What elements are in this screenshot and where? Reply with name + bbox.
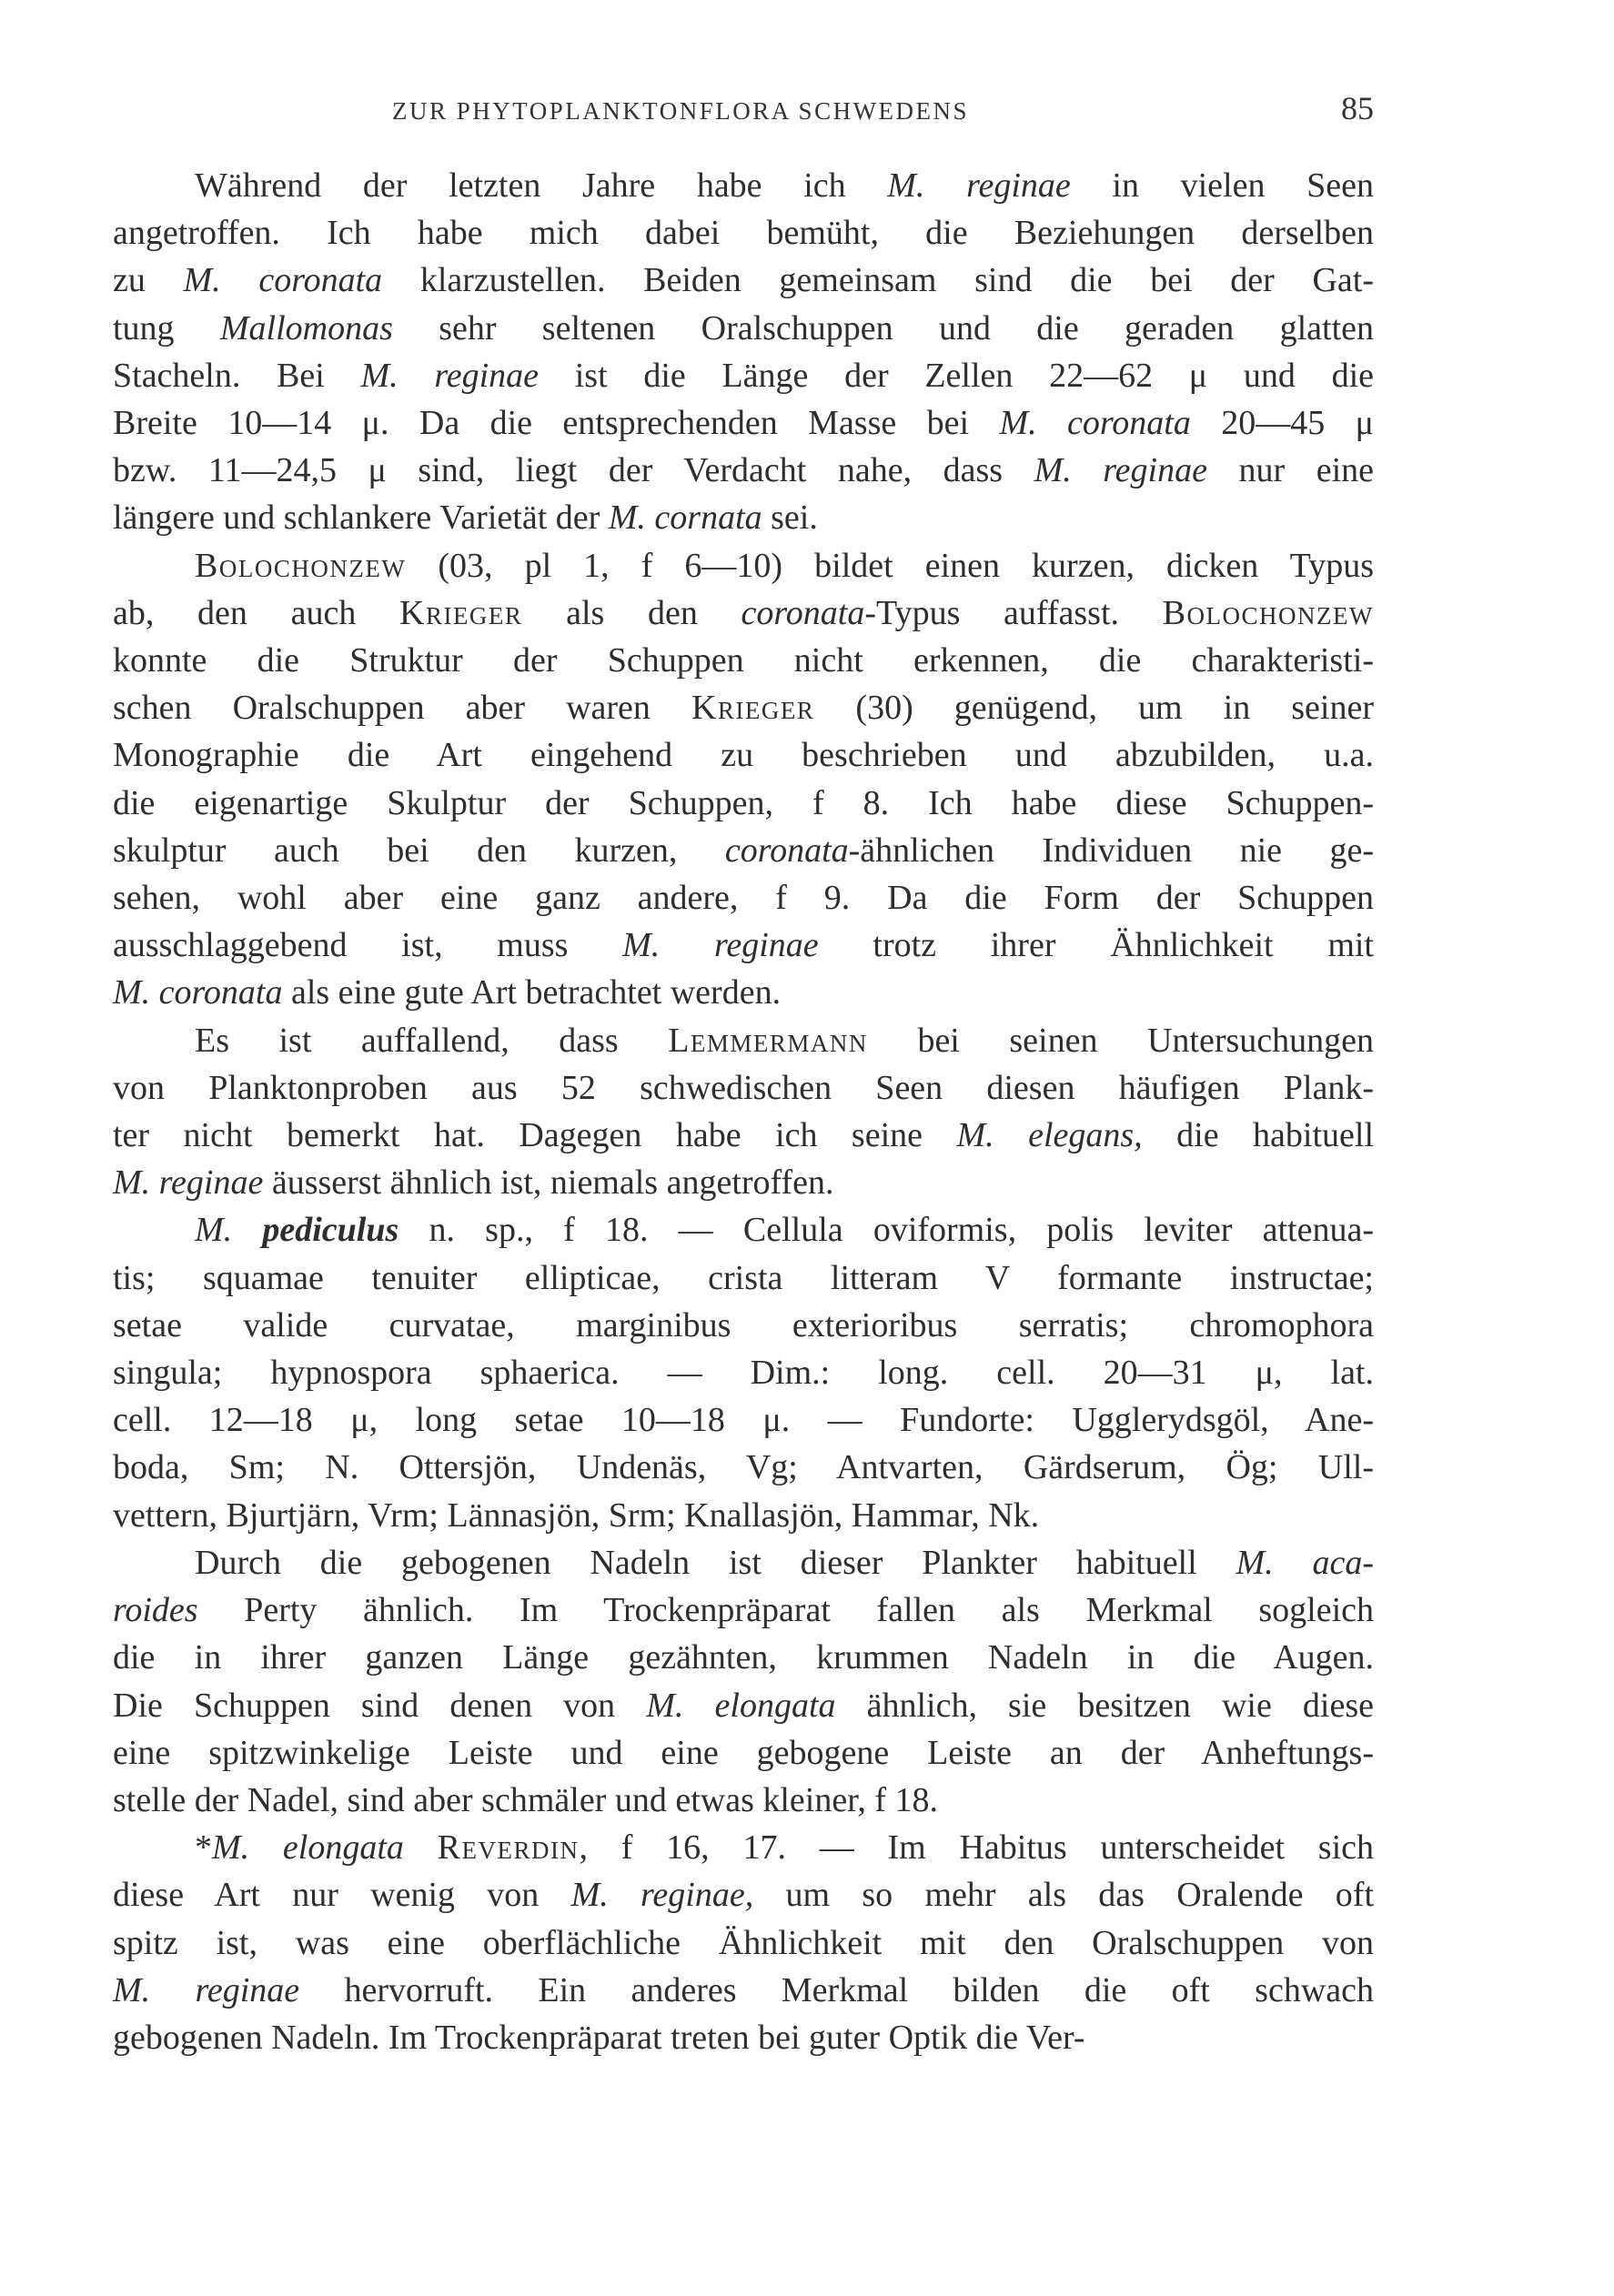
text-run: singula; hypnospora sphaerica. — Dim.: long. cell. 20—31 μ, lat.	[113, 1354, 1374, 1393]
text-line	[113, 589, 1374, 637]
author-name: Bolochonzew	[195, 546, 407, 585]
text-run: zu	[113, 261, 184, 300]
body-text	[113, 162, 1374, 2061]
text-run: spitz ist, was eine oberflächliche Ähnlichkeit mit den Oralschuppen von	[113, 1923, 1374, 1962]
species-name: M. coronata	[999, 404, 1191, 443]
species-name: M. cornata	[608, 498, 762, 538]
species-name: Mallomonas	[219, 308, 393, 347]
text-run: von Planktonproben aus 52 schwedischen Seen diesen häufigen Plank-	[113, 1068, 1374, 1107]
text-line	[113, 1444, 1374, 1491]
species-name: M.	[195, 1211, 263, 1250]
text-run: *	[195, 1828, 212, 1868]
text-line	[113, 1254, 1374, 1302]
text-run	[404, 1828, 438, 1867]
text-line	[113, 1112, 1374, 1159]
text-line	[113, 1634, 1374, 1681]
text-run: hervorruft. Ein anderes Merkmal bilden die oft schwach	[299, 1970, 1374, 2009]
text-run: die habituell	[1142, 1116, 1375, 1155]
text-line	[113, 447, 1374, 494]
text-run: stelle der Nadel, sind aber schmäler und etwas kleiner, f 18.	[113, 1780, 938, 1819]
text-run: Breite 10—14 μ. Da die entsprechenden Masse bei	[113, 404, 1000, 443]
text-line	[113, 1586, 1374, 1634]
text-run: als den	[522, 593, 741, 632]
text-run: Perty ähnlich. Im Trockenpräparat fallen als Merkmal sogleich	[197, 1591, 1374, 1630]
text-run: Stacheln. Bei	[113, 356, 361, 395]
text-line	[113, 1206, 1374, 1254]
text-line	[113, 257, 1374, 304]
text-line	[113, 542, 1374, 589]
text-line	[113, 1919, 1374, 1967]
text-run: trotz ihrer Ähnlichkeit mit	[818, 926, 1374, 965]
author-name: Krieger	[691, 689, 815, 728]
text-line	[113, 399, 1374, 447]
text-run: Es ist auffallend, dass	[195, 1021, 669, 1060]
text-run: sei.	[762, 498, 818, 538]
species-name: M. reginae	[113, 1163, 264, 1203]
text-run: diese Art nur wenig von	[113, 1876, 571, 1915]
text-run: die in ihrer ganzen Länge gezähnten, krummen Nadeln in die Augen.	[113, 1638, 1374, 1677]
text-run: ab, den auch	[113, 593, 399, 632]
species-name: M. elongata	[212, 1828, 404, 1868]
text-run: tung	[113, 308, 220, 347]
text-run: Die Schuppen sind denen von	[113, 1686, 647, 1725]
author-name: Reverdin	[437, 1828, 580, 1868]
text-run: tis; squamae tenuiter ellipticae, crista litteram V formante instructae;	[113, 1258, 1374, 1297]
text-line	[113, 1682, 1374, 1729]
text-run: ausschlaggebend ist, muss	[113, 926, 623, 965]
text-run: um so mehr als das Oralende oft	[753, 1876, 1375, 1915]
text-run: nur eine	[1206, 451, 1374, 490]
species-name: M. elongata	[646, 1686, 836, 1725]
text-line	[113, 921, 1374, 969]
text-run: ist die Länge der Zellen 22—62 μ und die	[539, 356, 1374, 395]
author-name: Lemmermann	[668, 1021, 868, 1060]
page-number: 85	[1341, 90, 1374, 126]
text-run: boda, Sm; N. Ottersjön, Undenäs, Vg; Antvarten, Gärdserum, Ög; Ull-	[113, 1448, 1374, 1487]
text-line	[113, 827, 1374, 874]
text-run: gebogenen Nadeln. Im Trockenpräparat treten bei guter Optik die Ver-	[113, 2018, 1085, 2057]
species-name: M. elegans,	[956, 1116, 1143, 1155]
text-run: Durch die gebogenen Nadeln ist dieser Plankter habituell	[195, 1543, 1236, 1582]
running-title: ZUR PHYTOPLANKTONFLORA SCHWEDENS	[392, 97, 970, 125]
species-name: M. aca-	[1236, 1543, 1374, 1582]
running-head	[113, 89, 1374, 127]
text-line	[113, 1064, 1374, 1112]
species-name: roides	[113, 1591, 198, 1630]
text-run: , f 16, 17. — Im Habitus unterscheidet sich	[579, 1828, 1374, 1868]
text-run: die eigenartige Skulptur der Schuppen, f 8. Ich habe diese Schuppen-	[113, 783, 1374, 822]
text-line	[113, 209, 1374, 257]
author-name: Bolochonzew	[1162, 593, 1375, 632]
species-name: M. reginae	[1034, 451, 1207, 490]
text-line	[113, 1539, 1374, 1586]
text-run: längere und schlankere Varietät der	[113, 498, 609, 538]
species-name: coronata	[724, 831, 849, 870]
text-line	[113, 1492, 1374, 1539]
text-run: ter nicht bemerkt hat. Dagegen habe ich seine	[113, 1116, 957, 1155]
text-line	[113, 780, 1374, 827]
text-run: in vielen Seen	[1070, 166, 1374, 205]
text-run: cell. 12—18 μ, long setae 10—18 μ. — Fundorte: Ugglerydsgöl, Ane-	[113, 1401, 1374, 1440]
text-line	[113, 162, 1374, 209]
text-line	[113, 1729, 1374, 1777]
text-run: 20—45 μ	[1190, 404, 1374, 443]
text-run: skulptur auch bei den kurzen,	[113, 831, 725, 870]
text-run: schen Oralschuppen aber waren	[113, 689, 691, 728]
text-run: sehen, wohl aber eine ganz andere, f 9. Da die Form der Schuppen	[113, 879, 1374, 918]
text-line	[113, 1824, 1374, 1871]
text-line	[113, 1302, 1374, 1349]
text-line	[113, 1871, 1374, 1918]
species-name: coronata	[741, 593, 865, 632]
text-line	[113, 2014, 1374, 2061]
text-line	[113, 1017, 1374, 1064]
species-name: M. coronata	[183, 261, 383, 300]
text-run: Monographie die Art eingehend zu beschrieben und abzubilden, u.a.	[113, 736, 1374, 775]
text-run: bzw. 11—24,5 μ sind, liegt der Verdacht nahe, dass	[113, 451, 1034, 490]
text-run: äusserst ähnlich ist, niemals angetroffen.	[263, 1163, 834, 1203]
text-line	[113, 969, 1374, 1016]
species-name: M. reginae	[360, 356, 540, 395]
text-run: sehr seltenen Oralschuppen und die geraden glatten	[392, 308, 1374, 347]
text-line	[113, 1967, 1374, 2014]
text-run: vettern, Bjurtjärn, Vrm; Lännasjön, Srm; Knallasjön, Hammar, Nk.	[113, 1495, 1040, 1535]
text-run: n. sp., f 18. — Cellula oviformis, polis leviter attenua-	[398, 1211, 1375, 1250]
text-run: klarzustellen. Beiden gemeinsam sind die bei der Gat-	[382, 261, 1374, 300]
text-run: ähnlich, sie besitzen wie diese	[835, 1686, 1374, 1725]
text-run: Während der letzten Jahre habe ich	[195, 166, 888, 205]
species-name: M. reginae	[622, 926, 819, 965]
text-run: angetroffen. Ich habe mich dabei bemüht, die Beziehungen derselben	[113, 214, 1374, 253]
text-line	[113, 305, 1374, 352]
text-line	[113, 1159, 1374, 1206]
species-name: pediculus	[262, 1211, 399, 1250]
text-run: (30) genügend, um in seiner	[814, 689, 1374, 728]
text-line	[113, 684, 1374, 731]
species-name: M. reginae,	[570, 1876, 754, 1915]
text-run: (03, pl 1, f 6—10) bildet einen kurzen, dicken Typus	[406, 546, 1374, 585]
species-name: M. coronata	[113, 973, 283, 1012]
text-run: -ähnlichen Individuen nie ge-	[848, 831, 1375, 870]
text-line	[113, 1777, 1374, 1824]
text-line	[113, 1396, 1374, 1444]
text-run: bei seinen Untersuchungen	[867, 1021, 1374, 1060]
text-line	[113, 874, 1374, 921]
author-name: Krieger	[399, 593, 523, 632]
text-line	[113, 731, 1374, 779]
text-line	[113, 494, 1374, 541]
text-run: setae valide curvatae, marginibus exterioribus serratis; chromophora	[113, 1305, 1374, 1344]
text-run: als eine gute Art betrachtet werden.	[282, 973, 782, 1012]
text-run: -Typus auffasst.	[864, 593, 1163, 632]
species-name: M. reginae	[113, 1970, 300, 2009]
text-run: konnte die Struktur der Schuppen nicht erkennen, die charakteristi-	[113, 641, 1374, 680]
text-line	[113, 1349, 1374, 1396]
text-line	[113, 637, 1374, 684]
text-line	[113, 352, 1374, 399]
text-run: eine spitzwinkelige Leiste und eine gebogene Leiste an der Anheftungs-	[113, 1733, 1374, 1772]
species-name: M. reginae	[887, 166, 1071, 205]
